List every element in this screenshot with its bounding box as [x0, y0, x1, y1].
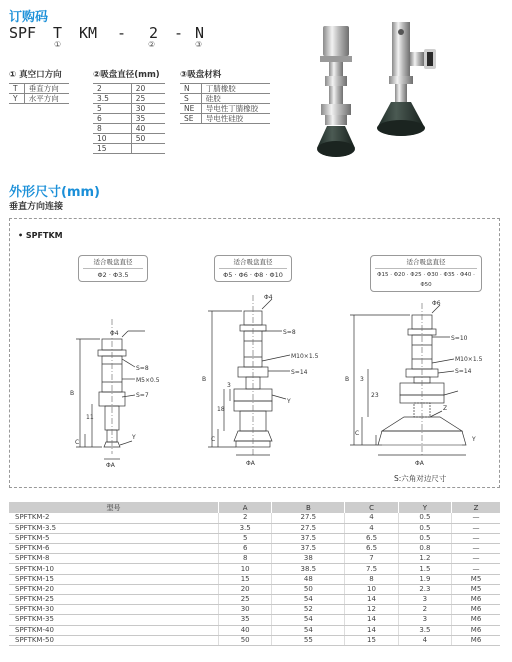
spec-cell: 38.5 — [272, 564, 345, 574]
fig3-thread: M10×1.5 — [455, 356, 483, 363]
order-code-title: 订购码 — [9, 10, 49, 25]
model-cell: SPFTKM-20 — [9, 584, 218, 594]
spec-header-cell: B — [272, 502, 345, 513]
spec-cell: 6.5 — [345, 533, 398, 543]
model-cell: SPFTKM-6 — [9, 544, 218, 554]
spec-table — [9, 502, 500, 646]
fig2-a: ΦA — [246, 460, 255, 467]
spec-header-cell: C — [345, 502, 398, 513]
spec-cell: 3 — [398, 595, 451, 605]
fig2-c: C — [211, 436, 216, 443]
spec-cell: 0.5 — [398, 513, 451, 523]
model-cell: SPFTKM-25 — [9, 595, 218, 605]
model-cell: SPFTKM-15 — [9, 574, 218, 584]
product-photo — [305, 18, 445, 173]
spec-cell: M5 — [452, 574, 500, 584]
spec-cell: 12 — [345, 605, 398, 615]
spec-cell: — — [452, 513, 500, 523]
spec-cell: 15 — [218, 574, 271, 584]
fig3-b: B — [345, 376, 350, 383]
callout-fig2-value: Φ5 · Φ6 · Φ8 · Φ10 — [223, 271, 283, 279]
table-row — [9, 625, 500, 635]
spec-cell: 37.5 — [272, 533, 345, 543]
diameter-option-row — [93, 144, 165, 154]
spec-cell: 15 — [345, 635, 398, 645]
fig1-a: ΦA — [106, 462, 115, 469]
drawing-panel — [9, 218, 500, 488]
material-option-cell: N — [180, 84, 201, 94]
table-row — [9, 595, 500, 605]
fig1-s1: S=8 — [136, 365, 149, 372]
diameter-option-cell: 8 — [93, 124, 131, 134]
spec-cell: 50 — [272, 584, 345, 594]
callout-fig1-title: 适合吸盘直径 — [93, 258, 133, 266]
drawing-fig2 — [208, 295, 290, 455]
diameter-option-cell: 15 — [93, 144, 131, 154]
spec-cell: M6 — [452, 615, 500, 625]
table-row — [9, 615, 500, 625]
model-cell: SPFTKM-10 — [9, 564, 218, 574]
table-row — [9, 605, 500, 615]
spec-cell: 20 — [218, 584, 271, 594]
spec-cell: 14 — [345, 615, 398, 625]
spec-cell: 8 — [218, 554, 271, 564]
spec-cell: 3.5 — [398, 625, 451, 635]
table-row — [9, 635, 500, 645]
callout-fig3-title: 适合吸盘直径 — [406, 258, 446, 266]
material-option-cell: 丁腈橡胶 — [201, 84, 270, 94]
code-diameter: 2 — [149, 24, 159, 42]
fig3-a: ΦA — [415, 460, 424, 467]
spec-cell: 30 — [218, 605, 271, 615]
spec-cell: 8 — [345, 574, 398, 584]
spec-cell: — — [452, 564, 500, 574]
fig3-three: 3 — [360, 376, 364, 383]
code-material: N — [195, 24, 205, 42]
spec-cell: 48 — [272, 574, 345, 584]
diameter-option-cell: 35 — [131, 114, 165, 124]
fig3-y: Y — [472, 436, 476, 443]
direction-table — [9, 83, 69, 104]
diameter-option-row — [93, 114, 165, 124]
spec-cell: 10 — [218, 564, 271, 574]
spec-header-cell: 型号 — [9, 502, 218, 513]
fig1-s2: S=7 — [136, 392, 149, 399]
spec-cell: 0.8 — [398, 544, 451, 554]
material-option-cell: 导电性丁腈橡胶 — [201, 104, 270, 114]
spec-cell: 54 — [272, 615, 345, 625]
dimensions-title: 外形尺寸(mm) — [9, 185, 100, 200]
spec-cell: 25 — [218, 595, 271, 605]
dimensions-subtitle: 垂直方向连接 — [9, 202, 64, 212]
fig3-h: 23 — [371, 392, 379, 399]
spec-cell: — — [452, 533, 500, 543]
spec-cell: 27.5 — [272, 523, 345, 533]
callout-fig1-value: Φ2 · Φ3.5 — [97, 271, 129, 279]
material-option-cell: 硅胶 — [201, 94, 270, 104]
spec-cell: 6 — [218, 544, 271, 554]
spec-cell: 55 — [272, 635, 345, 645]
code-series: KM — [79, 24, 98, 42]
spec-cell: 27.5 — [272, 513, 345, 523]
material-option-cell: 导电性硅胶 — [201, 114, 270, 124]
spec-cell: 4 — [345, 523, 398, 533]
callout-fig1 — [78, 255, 148, 282]
direction-option-row — [9, 84, 69, 94]
spec-cell: 7 — [345, 554, 398, 564]
spec-cell: 37.5 — [272, 544, 345, 554]
fig2-y: Y — [287, 398, 291, 405]
direction-option-cell: Y — [9, 94, 24, 104]
material-option-cell: S — [180, 94, 201, 104]
model-cell: SPFTKM-30 — [9, 605, 218, 615]
material-option-row — [180, 84, 270, 94]
hex-size-note: S:六角对边尺寸 — [394, 474, 447, 483]
direction-option-cell: 水平方向 — [24, 94, 69, 104]
spec-header-cell: Y — [398, 502, 451, 513]
spec-cell: 54 — [272, 625, 345, 635]
callout-fig2-title: 适合吸盘直径 — [233, 258, 273, 266]
spec-cell: 2 — [398, 605, 451, 615]
spec-cell: 7.5 — [345, 564, 398, 574]
marker-1: ① — [54, 40, 62, 49]
model-cell: SPFTKM-2 — [9, 513, 218, 523]
spec-cell: 2.3 — [398, 584, 451, 594]
spec-cell: M6 — [452, 625, 500, 635]
spec-cell: 4 — [398, 635, 451, 645]
spec-cell: 1.5 — [398, 564, 451, 574]
fig1-d: Φ4 — [110, 330, 119, 337]
model-cell: SPFTKM-3.5 — [9, 523, 218, 533]
diameter-option-cell: 10 — [93, 134, 131, 144]
diameter-option-cell: 30 — [131, 104, 165, 114]
material-option-cell: SE — [180, 114, 201, 124]
spec-header-cell: A — [218, 502, 271, 513]
spec-cell: 1.2 — [398, 554, 451, 564]
table-row — [9, 584, 500, 594]
callout-fig3 — [370, 255, 482, 292]
fig1-h: 11 — [86, 414, 94, 421]
callout-fig3-value: Φ15 · Φ20 · Φ25 · Φ30 · Φ35 · Φ40 · Φ50 — [377, 272, 475, 288]
fig2-b: B — [202, 376, 207, 383]
model-cell: SPFTKM-5 — [9, 533, 218, 543]
direction-option-cell: T — [9, 84, 24, 94]
spec-cell: 0.5 — [398, 523, 451, 533]
diameter-option-row — [93, 134, 165, 144]
fig1-c: C — [75, 439, 80, 446]
spec-cell: 3 — [398, 615, 451, 625]
spec-cell: 3.5 — [218, 523, 271, 533]
code-dash-1: - — [117, 24, 127, 42]
fig1-thread: M5×0.5 — [136, 377, 160, 384]
fig1-b: B — [70, 390, 75, 397]
material-option-row — [180, 114, 270, 124]
spec-cell: 1.9 — [398, 574, 451, 584]
diameter-option-cell: 6 — [93, 114, 131, 124]
diameter-option-cell: 50 — [131, 134, 165, 144]
diameter-option-cell: 5 — [93, 104, 131, 114]
spec-cell: 6.5 — [345, 544, 398, 554]
diameter-option-row — [93, 84, 165, 94]
spec-cell: 35 — [218, 615, 271, 625]
spec-cell: 14 — [345, 625, 398, 635]
fig2-s2: S=14 — [291, 369, 308, 376]
table-row — [9, 574, 500, 584]
code-direction: T — [53, 24, 63, 42]
fig3-c: C — [355, 430, 360, 437]
model-cell: SPFTKM-35 — [9, 615, 218, 625]
spec-cell: 0.5 — [398, 533, 451, 543]
fig3-s2: S=14 — [455, 368, 472, 375]
code-dash-2: - — [174, 24, 184, 42]
diameter-option-cell: 3.5 — [93, 94, 131, 104]
diameter-option-cell — [131, 144, 165, 154]
material-heading: ③吸盘材料 — [180, 70, 222, 80]
callout-fig2 — [214, 255, 292, 282]
fig3-z: Z — [443, 405, 448, 412]
diameter-option-cell: 20 — [131, 84, 165, 94]
table-row — [9, 513, 500, 523]
drawing-fig3 — [350, 303, 466, 457]
spec-cell: 5 — [218, 533, 271, 543]
spec-cell: 40 — [218, 625, 271, 635]
spec-cell: 14 — [345, 595, 398, 605]
drawing-model-label: • SPFTKM — [18, 231, 63, 240]
fig1-y: Y — [132, 434, 136, 441]
diameter-heading: ②吸盘直径(mm) — [93, 70, 160, 80]
diameter-option-cell: 40 — [131, 124, 165, 134]
spec-cell: M6 — [452, 635, 500, 645]
spec-cell: 2 — [218, 513, 271, 523]
spec-cell: M6 — [452, 605, 500, 615]
direction-option-cell: 垂直方向 — [24, 84, 69, 94]
diameter-option-row — [93, 104, 165, 114]
spec-cell: — — [452, 544, 500, 554]
diameter-option-row — [93, 94, 165, 104]
table-row — [9, 533, 500, 543]
spec-cell: 50 — [218, 635, 271, 645]
material-table — [180, 83, 270, 124]
diameter-option-row — [93, 124, 165, 134]
fig3-s1: S=10 — [451, 335, 468, 342]
diameter-option-cell: 2 — [93, 84, 131, 94]
spec-cell: — — [452, 523, 500, 533]
diameter-table — [93, 83, 165, 154]
fig2-d: Φ4 — [264, 294, 273, 301]
material-option-row — [180, 94, 270, 104]
spec-cell: — — [452, 554, 500, 564]
direction-heading: ① 真空口方向 — [9, 70, 62, 80]
code-prefix: SPF — [9, 24, 37, 42]
marker-2: ② — [148, 40, 156, 49]
table-row — [9, 554, 500, 564]
model-code — [9, 24, 214, 50]
diameter-option-cell: 25 — [131, 94, 165, 104]
spec-cell: M6 — [452, 595, 500, 605]
table-row — [9, 544, 500, 554]
fig2-h: 18 — [217, 406, 225, 413]
fig2-thread: M10×1.5 — [291, 353, 319, 360]
spec-cell: 54 — [272, 595, 345, 605]
material-option-row — [180, 104, 270, 114]
model-cell: SPFTKM-50 — [9, 635, 218, 645]
spec-cell: M5 — [452, 584, 500, 594]
spec-cell: 10 — [345, 584, 398, 594]
spec-cell: 52 — [272, 605, 345, 615]
table-row — [9, 523, 500, 533]
marker-3: ③ — [195, 40, 203, 49]
fig2-s1: S=8 — [283, 329, 296, 336]
material-option-cell: NE — [180, 104, 201, 114]
fig3-d: Φ6 — [432, 300, 441, 307]
model-cell: SPFTKM-40 — [9, 625, 218, 635]
spec-table-header — [9, 502, 500, 513]
direction-option-row — [9, 94, 69, 104]
spec-header-cell: Z — [452, 502, 500, 513]
spec-cell: 38 — [272, 554, 345, 564]
spec-cell: 4 — [345, 513, 398, 523]
fig2-three: 3 — [227, 382, 231, 389]
model-cell: SPFTKM-8 — [9, 554, 218, 564]
table-row — [9, 564, 500, 574]
